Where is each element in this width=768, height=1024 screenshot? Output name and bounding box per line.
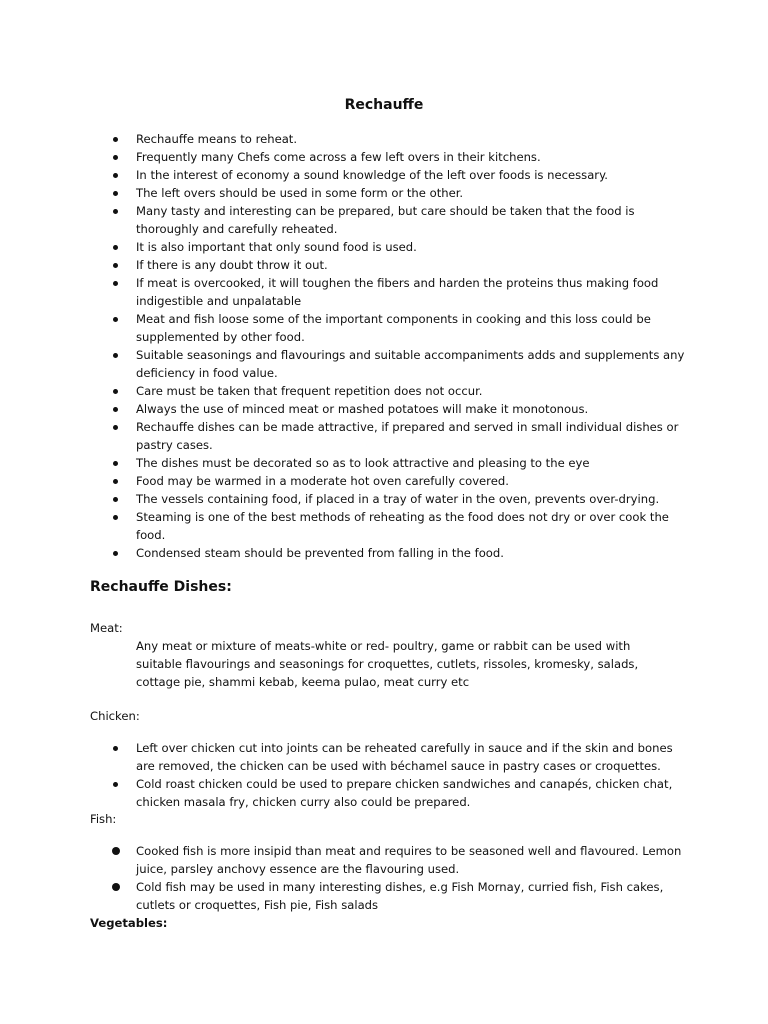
list-item: Frequently many Chefs come across a few left overs in their kitchens. — [110, 148, 685, 166]
list-item: Food may be warmed in a moderate hot oven carefully covered. — [110, 472, 685, 490]
list-item: Left over chicken cut into joints can be reheated carefully in sauce and if the skin and bones are removed, the chicken can be used with béchamel sauce in pastry cases or croquettes. — [110, 739, 685, 775]
list-item: Rechauffe dishes can be made attractive, if prepared and served in small individual dishes or pastry cases. — [110, 418, 685, 454]
list-item: Care must be taken that frequent repetition does not occur. — [110, 382, 685, 400]
list-item: The dishes must be decorated so as to look attractive and pleasing to the eye — [110, 454, 685, 472]
fish-label: Fish: — [90, 812, 117, 826]
list-item: In the interest of economy a sound knowledge of the left over foods is necessary. — [110, 166, 685, 184]
list-item: Rechauffe means to reheat. — [110, 130, 685, 148]
meat-label: Meat: — [90, 621, 123, 635]
chicken-bullet-list — [110, 739, 685, 811]
list-item: The left overs should be used in some form or the other. — [110, 184, 685, 202]
meat-paragraph: Any meat or mixture of meats-white or red- poultry, game or rabbit can be used with suitable flavourings and seasonings for croquettes, cutlets, rissoles, kromesky, salads, cottage pie, shammi kebab, keema pulao, meat curry etc — [136, 639, 639, 689]
list-item: Cold fish may be used in many interesting dishes, e.g Fish Mornay, curried fish, Fish cakes, cutlets or croquettes, Fish pie, Fish salads — [110, 878, 685, 914]
intro-bullet-list — [110, 130, 685, 562]
list-item: Meat and fish loose some of the important components in cooking and this loss could be supplemented by other food. — [110, 310, 685, 346]
list-item: Many tasty and interesting can be prepared, but care should be taken that the food is thoroughly and carefully reheated. — [110, 202, 685, 238]
list-item: Cold roast chicken could be used to prepare chicken sandwiches and canapés, chicken chat, chicken masala fry, chicken curry also could be prepared. — [110, 775, 685, 811]
dishes-heading: Rechauffe Dishes: — [90, 579, 232, 595]
list-item: It is also important that only sound food is used. — [110, 238, 685, 256]
fish-bullet-list — [110, 842, 685, 914]
vegetables-label: Vegetables: — [90, 916, 168, 930]
list-item: Steaming is one of the best methods of reheating as the food does not dry or over cook the food. — [110, 508, 685, 544]
page-title: Rechauffe — [344, 97, 424, 113]
list-item: Suitable seasonings and flavourings and suitable accompaniments adds and supplements any deficiency in food value. — [110, 346, 685, 382]
list-item: Condensed steam should be prevented from falling in the food. — [110, 544, 685, 562]
chicken-label: Chicken: — [90, 709, 140, 723]
list-item: Always the use of minced meat or mashed potatoes will make it monotonous. — [110, 400, 685, 418]
list-item: Cooked fish is more insipid than meat and requires to be seasoned well and flavoured. Lemon juice, parsley anchovy essence are the flavouring used. — [110, 842, 685, 878]
list-item: The vessels containing food, if placed in a tray of water in the oven, prevents over-drying. — [110, 490, 685, 508]
list-item: If meat is overcooked, it will toughen the fibers and harden the proteins thus making food indigestible and unpalatable — [110, 274, 685, 310]
list-item: If there is any doubt throw it out. — [110, 256, 685, 274]
